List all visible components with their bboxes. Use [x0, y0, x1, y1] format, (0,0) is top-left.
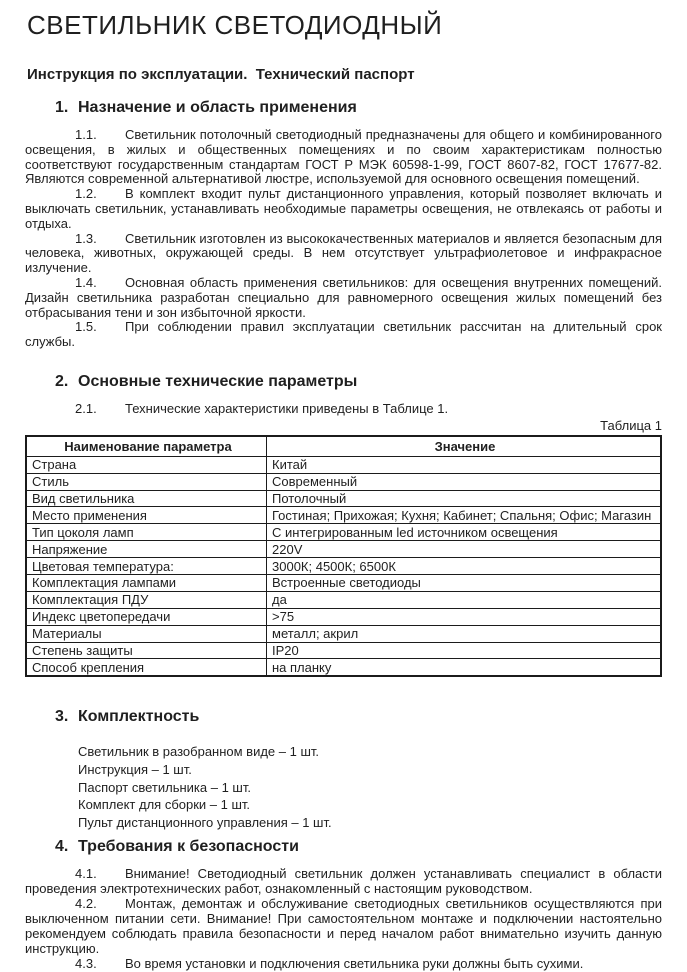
paragraph-4-3 — [25, 957, 662, 972]
param-cell: Страна — [26, 456, 267, 473]
section-1-heading-text: Назначение и область применения — [78, 99, 357, 116]
table-row — [26, 507, 661, 524]
paragraph-text: Монтаж, демонтаж и обслуживание светодиодных светильников осуществляются при выключенном питании сети. Внимание! При самостоятельном монтаже и подключении настоятельно рекомендуем соблюдать правила безопасности и перед началом работ внимательно изучить данную инструкцию. — [25, 896, 662, 956]
section-2-number: 2. — [55, 372, 69, 390]
param-cell: Стиль — [26, 473, 267, 490]
section-4-number: 4. — [55, 838, 69, 856]
paragraph-text: Внимание! Светодиодный светильник должен устанавливать специалист в области проведения электротехнических работ, ознакомленный с настоящим руководством. — [25, 866, 662, 897]
table-row — [26, 574, 661, 591]
value-cell: IP20 — [267, 642, 662, 659]
paragraph-1-4 — [25, 276, 662, 320]
value-cell: на планку — [267, 659, 662, 676]
section-completeness — [25, 707, 662, 831]
param-cell: Цветовая температура: — [26, 558, 267, 575]
section-2-heading-text: Основные технические параметры — [78, 372, 358, 390]
specs-table — [25, 435, 662, 678]
paragraph-2-1 — [25, 402, 662, 417]
table-row — [26, 558, 661, 575]
param-cell: Способ крепления — [26, 659, 267, 676]
table-row — [26, 659, 661, 676]
section-2-heading — [25, 372, 662, 392]
paragraph-number: 2.1. — [75, 400, 97, 416]
section-4-heading-text: Требования к безопасности — [78, 838, 299, 856]
value-cell: >75 — [267, 608, 662, 625]
param-cell: Комплектация ПДУ — [26, 591, 267, 608]
table-caption: Таблица 1 — [600, 417, 662, 433]
value-cell: Китай — [267, 456, 662, 473]
table-row — [26, 473, 661, 490]
param-cell: Тип цоколя ламп — [26, 524, 267, 541]
paragraph-text: При соблюдении правил эксплуатации светильник рассчитан на длительный срок службы. — [25, 319, 662, 350]
paragraph-text: В комплект входит пульт дистанционного управления, который позволяет включать и выключать светильник, устанавливать необходимые параметры освещения, не отвлекаясь от работы и отдыха. — [25, 186, 662, 231]
paragraph-4-1 — [25, 867, 662, 897]
value-cell: С интегрированным led источником освещения — [267, 524, 662, 541]
value-cell: да — [267, 591, 662, 608]
paragraph-4-2 — [25, 897, 662, 957]
table-row — [26, 524, 661, 541]
paragraph-text: Во время установки и подключения светильника руки должны быть сухими. — [125, 955, 584, 971]
table-row — [26, 591, 661, 608]
table-header-row — [26, 436, 661, 457]
kit-item: Инструкция – 1 шт. — [78, 761, 192, 777]
value-cell: металл; акрил — [267, 625, 662, 642]
section-3-number: 3. — [55, 708, 69, 726]
paragraph-number: 4.3. — [75, 955, 97, 971]
page-title: СВЕТИЛЬНИК СВЕТОДИОДНЫЙ — [27, 10, 443, 40]
param-cell: Материалы — [26, 625, 267, 642]
table-header-parameter: Наименование параметра — [26, 436, 267, 457]
kit-list — [25, 743, 662, 831]
paragraph-number: 1.2. — [75, 186, 97, 202]
table-row — [26, 625, 661, 642]
value-cell: 3000К; 4500К; 6500К — [267, 558, 662, 575]
value-cell: Гостиная; Прихожая; Кухня; Кабинет; Спальня; Офис; Магазин — [267, 507, 662, 524]
paragraph-text: Основная область применения светильников: для освещения внутренних помещений. Дизайн светильника разработан специально для равномерного освещения жилых помещений без отбрасывания тени и зон избыточной яркости. — [25, 274, 662, 320]
table-row — [26, 642, 661, 659]
param-cell: Степень защиты — [26, 642, 267, 659]
paragraph-1-5 — [25, 320, 662, 350]
value-cell: Встроенные светодиоды — [267, 574, 662, 591]
section-3-heading-text: Комплектность — [78, 708, 200, 726]
table-row — [26, 456, 661, 473]
section-1-number: 1. — [55, 99, 69, 116]
param-cell: Место применения — [26, 507, 267, 524]
value-cell: Потолочный — [267, 490, 662, 507]
paragraph-number: 4.1. — [75, 866, 97, 882]
section-1-heading — [25, 98, 662, 118]
paragraph-number: 1.4. — [75, 274, 97, 290]
table-header-value: Значение — [267, 436, 662, 457]
paragraph-number: 1.3. — [75, 230, 97, 246]
paragraph-text: Светильник потолочный светодиодный предназначены для общего и комбинированного освещения, в жилых и общественных помещениях и по своим характеристикам полностью соответствуют государственным стандартам ГОСТ Р МЭК 60598-1-99, ГОСТ 8607-82, ГОСТ 17677-82. Являются современной альтернативой люстре, используемой для основного освещения помещений. — [25, 127, 662, 187]
kit-item: Паспорт светильника – 1 шт. — [78, 779, 251, 795]
kit-item: Пульт дистанционного управления – 1 шт. — [78, 814, 332, 830]
section-4-heading — [25, 837, 662, 857]
paragraph-1-3 — [25, 232, 662, 276]
param-cell: Индекс цветопередачи — [26, 608, 267, 625]
param-cell: Напряжение — [26, 541, 267, 558]
param-cell: Вид светильника — [26, 490, 267, 507]
paragraph-number: 1.1. — [75, 127, 97, 142]
section-technical-parameters — [25, 372, 662, 677]
document-subtitle: Инструкция по эксплуатации. Технический паспорт — [27, 66, 415, 83]
table-row — [26, 490, 661, 507]
paragraph-text: Технические характеристики приведены в Таблице 1. — [125, 400, 449, 416]
table-row — [26, 608, 661, 625]
paragraph-1-2 — [25, 187, 662, 231]
section-safety-requirements — [25, 837, 662, 971]
section-purpose — [25, 98, 662, 350]
paragraph-text: Светильник изготовлен из высококачественных материалов и является безопасным для человека, животных, окружающей среды. В нем отсутствует ультрафиолетовое и инфракрасное излучение. — [25, 230, 662, 276]
section-3-heading — [25, 707, 662, 727]
paragraph-number: 4.2. — [75, 896, 97, 912]
value-cell: 220V — [267, 541, 662, 558]
kit-item: Комплект для сборки – 1 шт. — [78, 797, 251, 813]
kit-item: Светильник в разобранном виде – 1 шт. — [78, 744, 320, 760]
paragraph-number: 1.5. — [75, 319, 97, 335]
param-cell: Комплектация лампами — [26, 574, 267, 591]
value-cell: Современный — [267, 473, 662, 490]
paragraph-1-1 — [25, 128, 662, 187]
table-row — [26, 541, 661, 558]
